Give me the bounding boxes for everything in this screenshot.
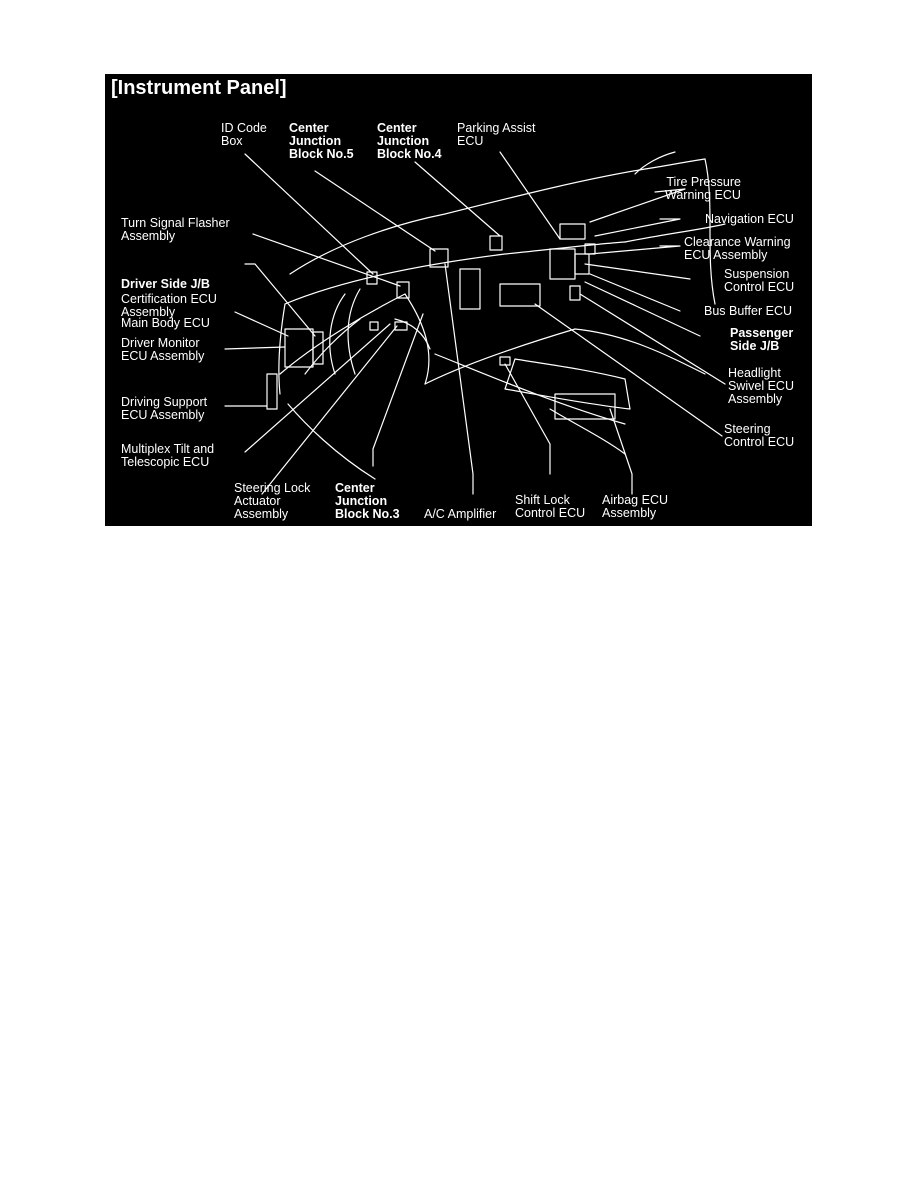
label-center-junction-block-3: Center Junction Block No.3 [335,481,400,521]
label-shift-lock-control-ecu: Shift Lock Control ECU [515,493,586,520]
label-driver-monitor-ecu: Driver Monitor ECU Assembly [121,336,205,363]
label-driver-side-jb-title: Driver Side J/B [121,277,210,291]
dashboard-outline [279,152,725,479]
components [267,224,615,419]
label-multiplex-tilt-telescopic-ecu: Multiplex Tilt and Telescopic ECU [121,442,215,469]
label-tire-pressure-warning-ecu: Tire Pressure Warning ECU [665,175,741,202]
label-steering-lock-actuator: Steering Lock Actuator Assembly [234,481,311,521]
label-ac-amplifier: A/C Amplifier [424,507,497,521]
label-center-junction-block-5: Center Junction Block No.5 [289,121,354,161]
label-center-junction-block-4: Center Junction Block No.4 [377,121,442,161]
label-headlight-swivel-ecu: Headlight Swivel ECU Assembly [728,366,794,406]
label-parking-assist-ecu: Parking Assist ECU [457,121,536,148]
label-driving-support-ecu: Driving Support ECU Assembly [121,395,208,422]
label-airbag-ecu: Airbag ECU Assembly [602,493,668,520]
label-turn-signal-flasher: Turn Signal Flasher Assembly [121,216,230,243]
label-bus-buffer-ecu: Bus Buffer ECU [704,304,793,318]
instrument-panel-diagram [105,74,812,526]
diagram-title: [Instrument Panel] [111,77,287,99]
label-id-code-box: ID Code Box [221,121,267,148]
label-clearance-warning-ecu: Clearance Warning ECU Assembly [684,235,791,262]
label-passenger-side-jb: Passenger Side J/B [730,326,794,353]
leader-lines [225,152,725,494]
label-navigation-ecu: Navigation ECU [705,212,794,226]
label-steering-control-ecu: Steering Control ECU [724,422,795,449]
label-main-body-ecu: Main Body ECU [121,316,210,330]
label-driver-side-jb [121,252,210,356]
label-suspension-control-ecu: Suspension Control ECU [724,267,795,294]
label-certification-ecu: Certification ECU Assembly [121,292,217,319]
